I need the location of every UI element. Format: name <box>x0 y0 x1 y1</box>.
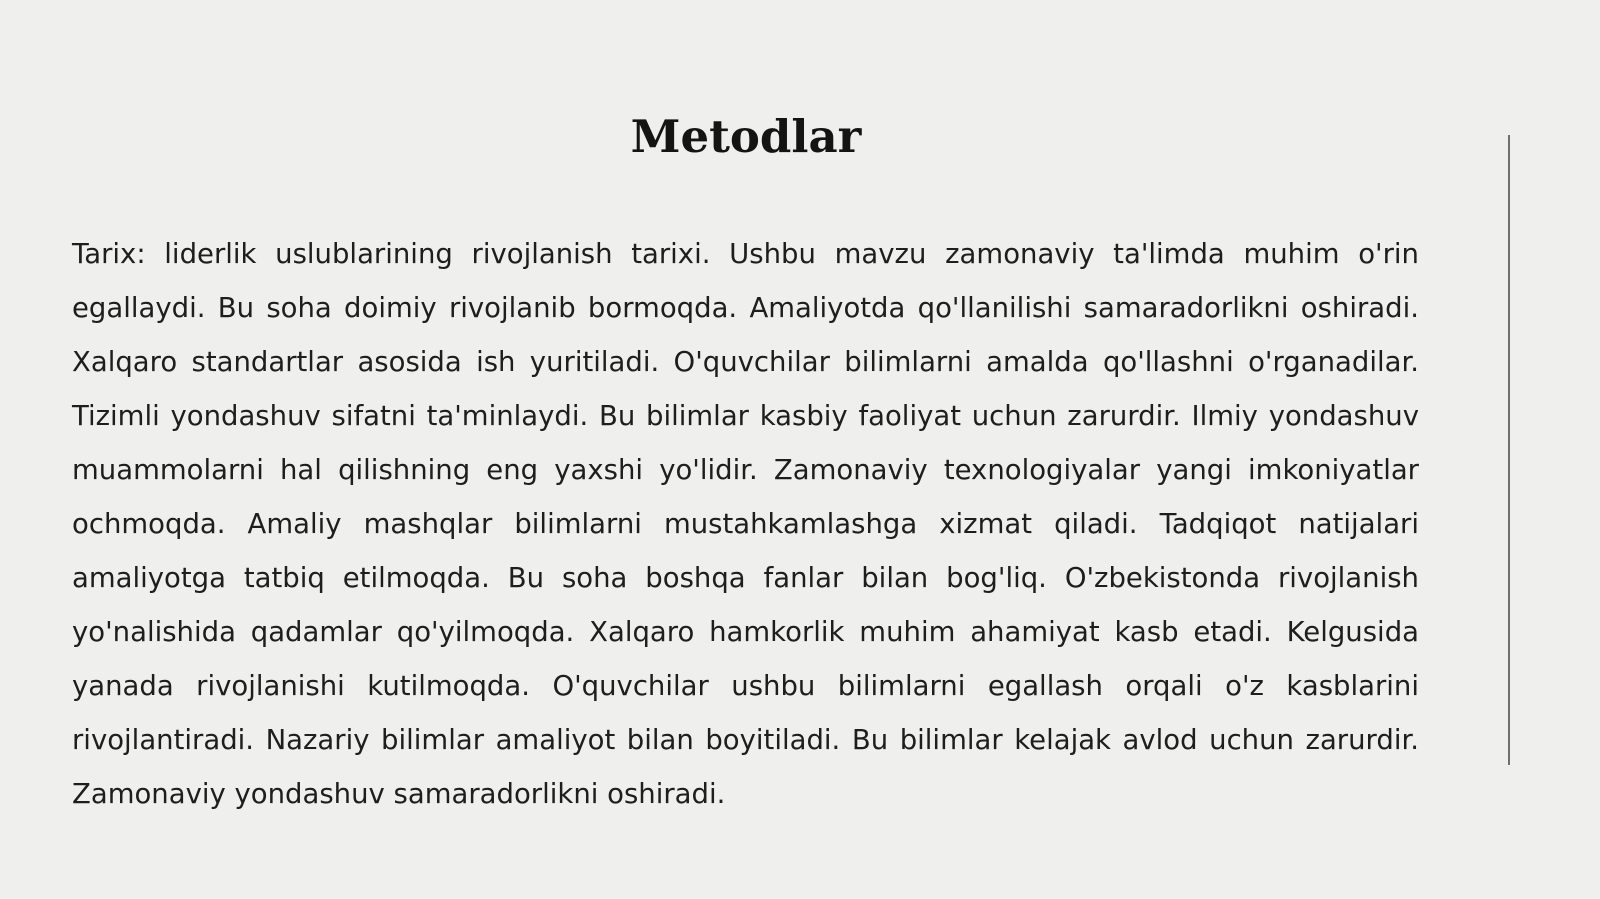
slide-title: Metodlar <box>630 110 862 163</box>
vertical-divider <box>1508 135 1510 765</box>
slide-body-text: Tarix: liderlik uslublarining rivojlanish tarixi. Ushbu mavzu zamonaviy ta'limda muhim o'rin egallaydi. Bu soha doimiy rivojlanib bormoqda. Amaliyotda qo'llanilishi samaradorlikni oshiradi. Xalqaro standartlar asosida ish yuritiladi. O'quvchilar bilimlarni amalda qo'llashni o'rganadilar. Tizimli yondashuv sifatni ta'minlaydi. Bu bilimlar kasbiy faoliyat uchun zarurdir. Ilmiy yondashuv muammolarni hal qilishning eng yaxshi yo'lidir. Zamonaviy texnologiyalar yangi imkoniyatlar ochmoqda. Amaliy mashqlar bilimlarni mustahkamlashga xizmat qiladi. Tadqiqot natijalari amaliyotga tatbiq etilmoqda. Bu soha boshqa fanlar bilan bog'liq. O'zbekistonda rivojlanish yo'nalishida qadamlar qo'yilmoqda. Xalqaro hamkorlik muhim ahamiyat kasb etadi. Kelgusida yanada rivojlanishi kutilmoqda. O'quvchilar ushbu bilimlarni egallash orqali o'z kasblarini rivojlantiradi. Nazariy bilimlar amaliyot bilan boyitiladi. Bu bilimlar kelajak avlod uchun zarurdir. Zamonaviy yondashuv samaradorlikni oshiradi. <box>72 238 1419 810</box>
